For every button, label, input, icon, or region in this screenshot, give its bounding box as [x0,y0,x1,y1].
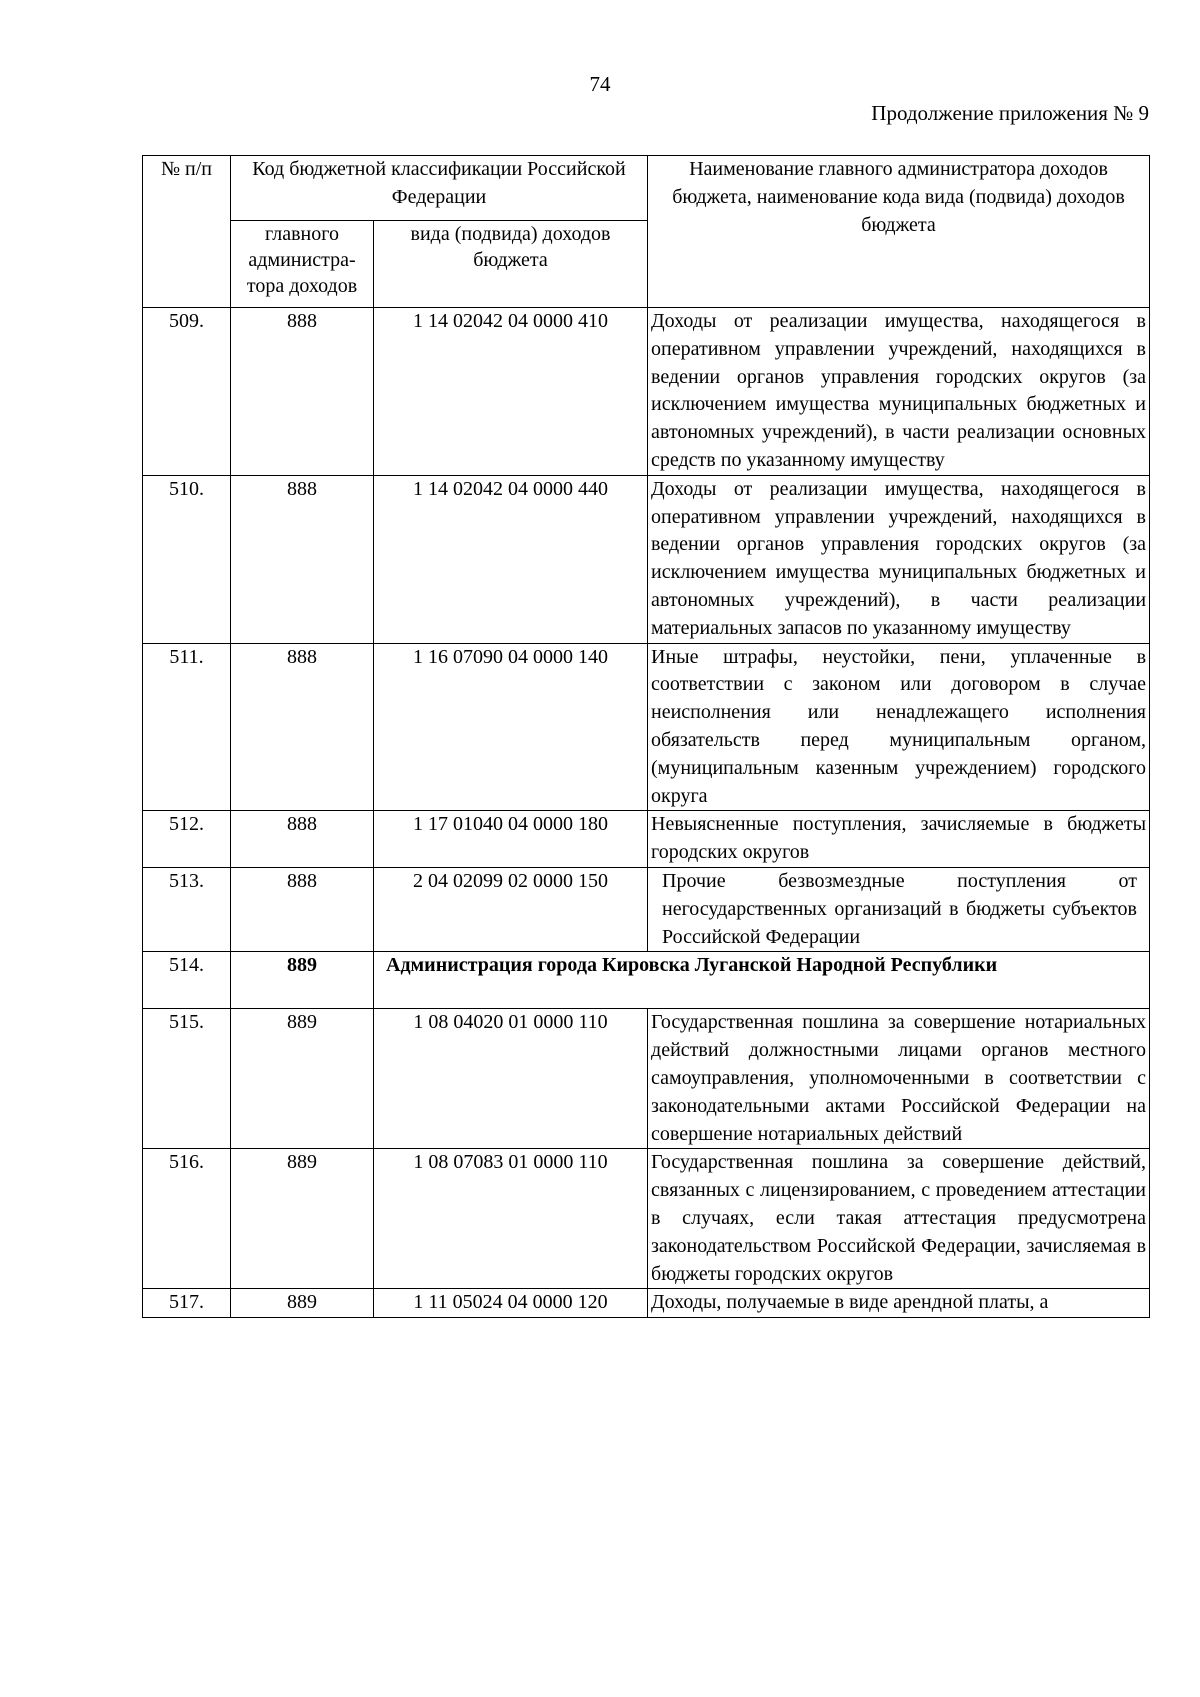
administrator-heading-row [143,952,1150,1009]
income-description: Доходы, получаемые в виде арендной платы, а [648,1289,1150,1318]
header-row-number: № п/п [143,156,231,308]
header-income-type: вида (подвида) доходов бюджета [374,221,648,308]
income-type-code: 1 08 04020 01 0000 110 [374,1009,648,1149]
administrator-code: 888 [231,308,374,476]
income-type-code: 1 11 05024 04 0000 120 [374,1289,648,1318]
table-row [143,643,1150,811]
row-number: 510. [143,475,231,643]
table-row [143,1149,1150,1289]
income-type-code: 1 14 02042 04 0000 440 [374,475,648,643]
administrator-code: 889 [231,1289,374,1318]
administrator-code: 888 [231,475,374,643]
row-number: 511. [143,643,231,811]
page-number: 74 [589,72,611,96]
row-number: 509. [143,308,231,476]
administrator-code: 889 [231,1149,374,1289]
administrator-title: Администрация города Кировска Луганской Народной Республики [374,952,1150,1009]
row-number: 517. [143,1289,231,1318]
administrator-code: 888 [231,643,374,811]
table-row [143,1289,1150,1318]
row-number: 515. [143,1009,231,1149]
header-budget-code-group: Код бюджетной классификации Российской Федерации [231,156,648,221]
table-header-row [143,156,1150,221]
income-description: Доходы от реализации имущества, находящегося в оперативном управлении учреждений, находящихся в ведении органов управления городских округов (за исключением имущества муниципальных бюджетных и автономных учреждений), в части реализации материальных запасов по указанному имуществу [648,475,1150,643]
income-type-code: 1 08 07083 01 0000 110 [374,1149,648,1289]
table-row [143,811,1150,868]
administrator-code: 889 [231,952,374,1009]
administrator-code: 888 [231,867,374,951]
table-row [143,1009,1150,1149]
income-description: Невыясненные поступления, зачисляемые в бюджеты городских округов [648,811,1150,868]
administrator-code: 888 [231,811,374,868]
budget-classification-table [142,155,1150,1318]
header-administrator-name: Наименование главного администратора доходов бюджета, наименование кода вида (подвида) доходов бюджета [648,156,1150,308]
income-description: Государственная пошлина за совершение действий, связанных с лицензированием, с проведением аттестации в случаях, если такая аттестация предусмотрена законодательством Российской Федерации, зачисляемая в бюджеты городских округов [648,1149,1150,1289]
row-number: 514. [143,952,231,1009]
income-type-code: 1 14 02042 04 0000 410 [374,308,648,476]
income-description: Доходы от реализации имущества, находящегося в оперативном управлении учреждений, находящихся в ведении органов управления городских округов (за исключением имущества муниципальных бюджетных и автономных учреждений), в части реализации основных средств по указанному имуществу [648,308,1150,476]
row-number: 513. [143,867,231,951]
appendix-continuation-note: Продолжение приложения № 9 [871,101,1149,125]
income-description: Иные штрафы, неустойки, пени, уплаченные в соответствии с законом или договором в случае неисполнения или ненадлежащего исполнения обязательств перед муниципальным органом, (муниципальным казенным учреждением) городского округа [648,643,1150,811]
income-type-code: 1 16 07090 04 0000 140 [374,643,648,811]
row-number: 512. [143,811,231,868]
income-description: Государственная пошлина за совершение нотариальных действий должностными лицами органов местного самоуправления, уполномоченными в соответствии с законодательными актами Российской Федерации на совершение нотариальных действий [648,1009,1150,1149]
income-type-code: 2 04 02099 02 0000 150 [374,867,648,951]
income-type-code: 1 17 01040 04 0000 180 [374,811,648,868]
administrator-code: 889 [231,1009,374,1149]
header-main-administrator: главного администра-тора доходов [231,221,374,308]
income-description: Прочие безвозмездные поступления от негосударственных организаций в бюджеты субъектов Российской Федерации [648,867,1150,951]
table-row [143,475,1150,643]
row-number: 516. [143,1149,231,1289]
table-row [143,308,1150,476]
table-row [143,867,1150,951]
